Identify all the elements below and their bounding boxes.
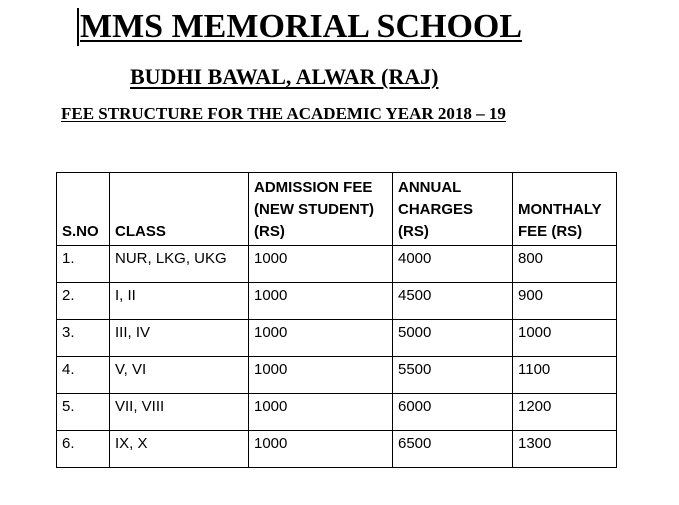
table-row xyxy=(57,394,617,431)
table-header-row xyxy=(57,173,617,246)
cell-class: NUR, LKG, UKG xyxy=(110,246,249,283)
column-header-admission-fee: ADMISSION FEE (NEW STUDENT) (RS) xyxy=(249,173,393,246)
cell-annual-charges: 4000 xyxy=(393,246,513,283)
cell-monthly-fee: 1000 xyxy=(513,320,617,357)
text-cursor xyxy=(77,8,79,46)
cell-monthly-fee: 800 xyxy=(513,246,617,283)
cell-class: I, II xyxy=(110,283,249,320)
cell-annual-charges: 6000 xyxy=(393,394,513,431)
column-header-annual-charges: ANNUAL CHARGES (RS) xyxy=(393,173,513,246)
cell-class: V, VI xyxy=(110,357,249,394)
fee-structure-heading: FEE STRUCTURE FOR THE ACADEMIC YEAR 2018 – 19 xyxy=(61,104,506,123)
cell-admission-fee: 1000 xyxy=(249,283,393,320)
cell-admission-fee: 1000 xyxy=(249,394,393,431)
cell-admission-fee: 1000 xyxy=(249,246,393,283)
cell-monthly-fee: 1200 xyxy=(513,394,617,431)
column-header-sno: S.NO xyxy=(57,173,110,246)
cell-annual-charges: 5000 xyxy=(393,320,513,357)
cell-sno: 3. xyxy=(57,320,110,357)
table-row xyxy=(57,320,617,357)
cell-class: IX, X xyxy=(110,431,249,468)
cell-monthly-fee: 1300 xyxy=(513,431,617,468)
cell-admission-fee: 1000 xyxy=(249,431,393,468)
cell-annual-charges: 6500 xyxy=(393,431,513,468)
table-row xyxy=(57,357,617,394)
cell-admission-fee: 1000 xyxy=(249,320,393,357)
fee-table xyxy=(56,172,617,468)
table-row xyxy=(57,431,617,468)
cell-admission-fee: 1000 xyxy=(249,357,393,394)
school-name: MMS MEMORIAL SCHOOL xyxy=(80,8,523,45)
school-location: BUDHI BAWAL, ALWAR (RAJ) xyxy=(130,64,439,89)
column-header-monthly-fee: MONTHALY FEE (RS) xyxy=(513,173,617,246)
cell-sno: 6. xyxy=(57,431,110,468)
table-row xyxy=(57,246,617,283)
column-header-class: CLASS xyxy=(110,173,249,246)
cell-class: III, IV xyxy=(110,320,249,357)
table-row xyxy=(57,283,617,320)
cell-sno: 2. xyxy=(57,283,110,320)
cell-sno: 5. xyxy=(57,394,110,431)
cell-annual-charges: 5500 xyxy=(393,357,513,394)
cell-annual-charges: 4500 xyxy=(393,283,513,320)
cell-monthly-fee: 900 xyxy=(513,283,617,320)
cell-class: VII, VIII xyxy=(110,394,249,431)
cell-sno: 4. xyxy=(57,357,110,394)
cell-monthly-fee: 1100 xyxy=(513,357,617,394)
cell-sno: 1. xyxy=(57,246,110,283)
